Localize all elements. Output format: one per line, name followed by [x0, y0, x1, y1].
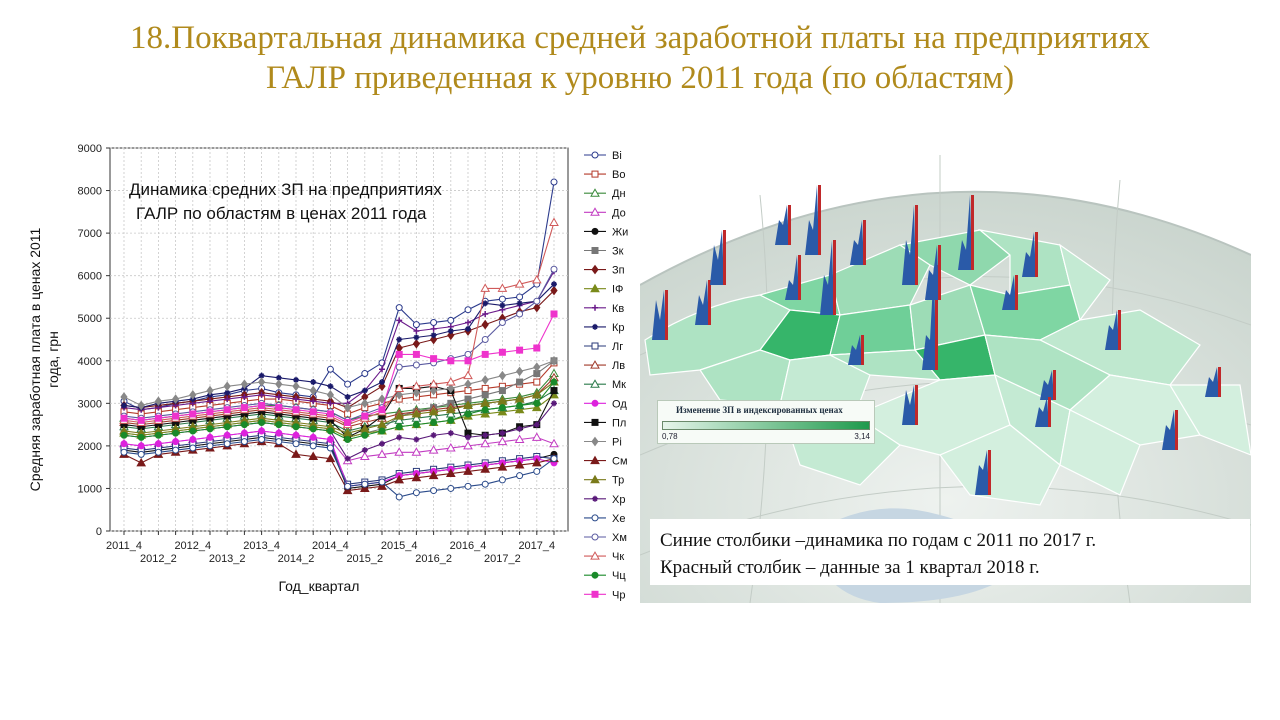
data-point — [293, 407, 299, 413]
data-point — [276, 405, 282, 411]
data-point — [482, 481, 488, 487]
data-point — [207, 426, 213, 432]
data-point — [327, 428, 333, 434]
x-tick-label: 2012_2 — [140, 553, 177, 565]
legend-label: Хр — [612, 493, 626, 506]
data-point — [190, 428, 196, 434]
data-point — [413, 362, 419, 368]
data-point — [465, 351, 471, 357]
data-point — [207, 434, 213, 440]
data-point — [379, 479, 385, 485]
data-point — [293, 441, 299, 447]
data-point — [465, 483, 471, 489]
data-point — [276, 422, 282, 428]
data-point — [259, 437, 265, 443]
x-tick-label: 2014_4 — [312, 540, 349, 552]
x-tick-label: 2012_4 — [174, 540, 212, 552]
legend-marker — [592, 171, 598, 177]
data-point — [396, 351, 402, 357]
data-point — [499, 349, 505, 355]
data-point — [499, 296, 505, 302]
legend-label: Зп — [612, 264, 625, 277]
data-point — [448, 485, 454, 491]
data-point — [499, 477, 505, 483]
legend-label: Чр — [612, 589, 626, 602]
data-point — [138, 443, 144, 449]
map-legend-min: 0,78 — [662, 432, 678, 441]
legend-marker — [592, 152, 598, 158]
data-point — [413, 422, 419, 428]
data-point — [448, 317, 454, 323]
x-tick-label: 2017_2 — [484, 553, 521, 565]
legend-label: Во — [612, 169, 626, 182]
data-point — [276, 430, 282, 436]
data-point — [534, 400, 540, 406]
y-axis-label-line2: года, грн — [45, 331, 61, 388]
legend-marker — [592, 343, 598, 349]
data-point — [362, 413, 368, 419]
data-point — [121, 415, 127, 421]
data-point — [517, 379, 523, 385]
data-point — [413, 322, 419, 328]
legend-marker — [592, 400, 598, 406]
data-point — [155, 441, 161, 447]
x-tick-label: 2017_4 — [518, 540, 556, 552]
y-tick-label: 2000 — [77, 440, 102, 453]
data-point — [499, 319, 505, 325]
data-point — [224, 424, 230, 430]
legend-marker — [592, 591, 598, 597]
legend-marker — [592, 305, 598, 311]
data-point — [327, 366, 333, 372]
data-point — [241, 405, 247, 411]
data-point — [551, 456, 557, 462]
data-point — [551, 379, 557, 385]
legend-label: До — [612, 207, 626, 220]
map-legend-gradient — [662, 421, 870, 430]
y-tick-label: 9000 — [77, 143, 102, 155]
legend-label: ІФ — [612, 283, 624, 296]
data-point — [276, 439, 282, 445]
chart-title-line2: ГАЛР по областям в ценах 2011 года — [136, 204, 427, 223]
data-point — [534, 379, 540, 385]
x-tick-label: 2013_4 — [243, 540, 280, 552]
data-point — [241, 422, 247, 428]
data-point — [448, 358, 454, 364]
data-point — [173, 447, 179, 453]
data-point — [396, 305, 402, 311]
data-point — [310, 434, 316, 440]
legend-label: Ві — [612, 150, 622, 162]
legend-marker — [592, 496, 598, 502]
data-point — [431, 356, 437, 362]
legend-label: Од — [612, 398, 627, 411]
map-caption — [650, 519, 1250, 585]
map-legend-title: Изменение ЗП в индексированных ценах — [676, 405, 843, 415]
data-point — [465, 358, 471, 364]
data-point — [551, 179, 557, 185]
data-point — [310, 426, 316, 432]
legend-label: Зк — [612, 245, 624, 258]
data-point — [534, 468, 540, 474]
chart-title-line1: Динамика средних ЗП на предприятиях — [129, 180, 442, 199]
y-tick-label: 5000 — [77, 313, 102, 326]
data-point — [345, 381, 351, 387]
data-point — [431, 488, 437, 494]
legend-label: Хм — [612, 532, 627, 544]
legend-marker — [592, 266, 598, 274]
data-point — [173, 430, 179, 436]
data-point — [482, 351, 488, 357]
y-tick-label: 8000 — [77, 185, 102, 198]
y-tick-label: 7000 — [77, 228, 102, 241]
data-point — [190, 411, 196, 417]
data-point — [396, 424, 402, 430]
slide-title-line1: 18.Поквартальная динамика средней заработной платы на предприятиях — [129, 20, 1150, 56]
y-tick-label: 6000 — [77, 270, 102, 283]
legend-label: Чк — [612, 551, 625, 564]
map-legend-max: 3,14 — [854, 432, 870, 441]
data-point — [517, 311, 523, 317]
data-point — [465, 411, 471, 417]
legend-label: Хе — [612, 512, 626, 525]
legend-label: Дн — [612, 188, 626, 201]
data-point — [138, 451, 144, 457]
slide-title-line2: ГАЛР приведенная к уровню 2011 года (по областям) — [265, 60, 1015, 96]
legend-label: Мк — [612, 379, 626, 392]
data-point — [327, 411, 333, 417]
data-point — [155, 415, 161, 421]
y-tick-label: 4000 — [77, 355, 102, 368]
data-point — [293, 424, 299, 430]
y-tick-label: 0 — [95, 526, 102, 538]
data-point — [224, 432, 230, 438]
x-tick-label: 2015_4 — [380, 540, 418, 552]
legend-label: Лг — [612, 341, 624, 353]
x-tick-label: 2013_2 — [208, 553, 246, 565]
legend-label: Чц — [612, 570, 626, 583]
data-point — [224, 407, 230, 413]
y-axis-label-line1: Средняя заработная плата в ценах 2011 — [27, 227, 43, 492]
data-point — [121, 441, 127, 447]
x-tick-label: 2016_2 — [415, 553, 452, 565]
legend-label: Пл — [612, 417, 627, 430]
data-point — [551, 388, 557, 394]
data-point — [517, 473, 523, 479]
data-point — [448, 417, 454, 423]
data-point — [517, 347, 523, 353]
data-point — [534, 298, 540, 304]
data-point — [517, 402, 523, 408]
data-point — [465, 307, 471, 313]
legend-marker — [592, 438, 598, 446]
data-point — [534, 345, 540, 351]
data-point — [310, 443, 316, 449]
line-chart — [12, 135, 639, 603]
data-point — [224, 441, 230, 447]
data-point — [155, 449, 161, 455]
data-point — [431, 319, 437, 325]
data-point — [396, 494, 402, 500]
data-point — [431, 419, 437, 425]
data-point — [345, 437, 351, 443]
legend-marker — [592, 248, 598, 254]
data-point — [121, 449, 127, 455]
data-point — [396, 364, 402, 370]
data-point — [499, 405, 505, 411]
data-point — [413, 490, 419, 496]
legend-marker — [592, 324, 598, 330]
data-point — [173, 413, 179, 419]
x-tick-label: 2014_2 — [277, 553, 315, 565]
data-point — [207, 443, 213, 449]
data-point — [362, 481, 368, 487]
data-point — [551, 311, 557, 317]
data-point — [413, 351, 419, 357]
data-point — [379, 407, 385, 413]
map-caption-line1: Синие столбики –динамика по годам с 2011 по 2017 г. — [660, 530, 1097, 551]
slide-title — [0, 18, 1280, 98]
x-tick-label: 2016_4 — [449, 540, 487, 552]
legend-label: Рі — [612, 436, 622, 449]
x-tick-label: 2011_4 — [106, 540, 142, 552]
legend-label: См — [612, 455, 628, 468]
x-axis-label: Год_квартал — [278, 578, 360, 594]
data-point — [345, 419, 351, 425]
data-point — [310, 409, 316, 415]
data-point — [482, 337, 488, 343]
data-point — [173, 439, 179, 445]
data-point — [379, 428, 385, 434]
data-point — [482, 392, 488, 398]
data-point — [259, 428, 265, 434]
data-point — [121, 432, 127, 438]
x-tick-label: 2015_2 — [346, 553, 384, 565]
data-point — [241, 430, 247, 436]
data-point — [499, 388, 505, 394]
chart-panel — [12, 135, 639, 603]
data-point — [190, 437, 196, 443]
data-point — [327, 437, 333, 443]
legend-label: Тр — [612, 474, 625, 487]
data-point — [362, 432, 368, 438]
legend-marker — [592, 515, 598, 521]
data-point — [241, 439, 247, 445]
y-tick-label: 1000 — [77, 483, 102, 496]
legend-label: Жи — [612, 226, 629, 239]
legend-label: Кв — [612, 302, 625, 315]
legend-label: Лв — [612, 360, 626, 373]
data-point — [362, 371, 368, 377]
data-point — [138, 434, 144, 440]
data-point — [345, 483, 351, 489]
data-point — [207, 409, 213, 415]
y-tick-label: 3000 — [77, 398, 102, 411]
data-point — [517, 294, 523, 300]
data-point — [155, 432, 161, 438]
legend-marker — [592, 572, 598, 578]
legend-label: Кр — [612, 321, 625, 334]
map-caption-line2: Красный столбик – данные за 1 квартал 2018 г. — [660, 557, 1040, 578]
map-legend — [657, 400, 875, 444]
data-point — [190, 445, 196, 451]
legend-marker — [592, 419, 598, 425]
data-point — [482, 385, 488, 391]
data-point — [482, 407, 488, 413]
data-point — [327, 445, 333, 451]
data-point — [551, 266, 557, 272]
legend-marker — [592, 228, 598, 234]
data-point — [138, 417, 144, 423]
data-point — [259, 402, 265, 408]
legend-marker — [592, 534, 598, 540]
data-point — [259, 419, 265, 425]
data-point — [293, 432, 299, 438]
